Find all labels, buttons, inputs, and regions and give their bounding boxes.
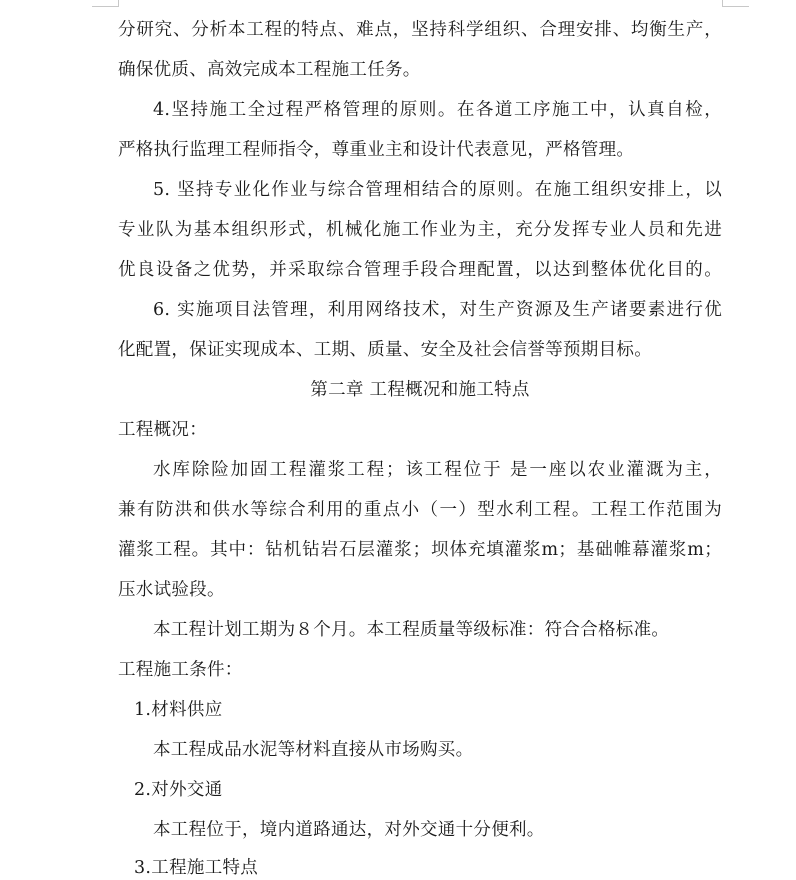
paragraph-line: 化配置，保证实现成本、工期、质量、安全及社会信誉等预期目标。 [118, 340, 652, 360]
paragraph-line: 分研究、分析本工程的特点、难点，坚持科学组织、合理安排、均衡生产， [118, 20, 722, 40]
paragraph-line: 本工程位于，境内道路通达，对外交通十分便利。 [153, 820, 545, 840]
paragraph-line: 水库除险加固工程灌浆工程；该工程位于 是一座以农业灌溉为主， [153, 460, 722, 480]
list-item-heading: 1.材料供应 [134, 700, 223, 720]
paragraph-line: 4.坚持施工全过程严格管理的原则。在各道工序施工中，认真自检， [153, 100, 722, 120]
margin-corner-mark [92, 0, 119, 7]
paragraph-line: 6. 实施项目法管理，利用网络技术，对生产资源及生产诸要素进行优 [153, 300, 722, 320]
margin-corner-mark [722, 0, 749, 7]
paragraph-line: 确保优质、高效完成本工程施工任务。 [118, 60, 421, 80]
list-item-heading: 3.工程施工特点 [134, 858, 259, 878]
paragraph-line: 本工程计划工期为８个月。本工程质量等级标准：符合合格标准。 [153, 620, 670, 640]
paragraph-line: 灌浆工程。其中：钻机钻岩石层灌浆；坝体充填灌浆m；基础帷幕灌浆m； [118, 540, 722, 560]
paragraph-line: 兼有防洪和供水等综合利用的重点小（一）型水利工程。工程工作范围为 [118, 500, 722, 520]
paragraph-line: 本工程成品水泥等材料直接从市场购买。 [153, 740, 474, 760]
paragraph-line: 优良设备之优势，并采取综合管理手段合理配置，以达到整体优化目的。 [118, 260, 722, 280]
paragraph-line: 压水试验段。 [118, 580, 225, 600]
paragraph-line: 专业队为基本组织形式，机械化施工作业为主，充分发挥专业人员和先进 [118, 220, 722, 240]
paragraph-line: 严格执行监理工程师指令，尊重业主和设计代表意见，严格管理。 [118, 140, 635, 160]
chapter-heading: 第二章 工程概况和施工特点 [310, 380, 530, 400]
section-heading: 工程施工条件： [118, 660, 243, 680]
list-item-heading: 2.对外交通 [134, 780, 223, 800]
paragraph-line: 5. 坚持专业化作业与综合管理相结合的原则。在施工组织安排上，以 [153, 180, 722, 200]
section-heading: 工程概况： [118, 420, 207, 440]
